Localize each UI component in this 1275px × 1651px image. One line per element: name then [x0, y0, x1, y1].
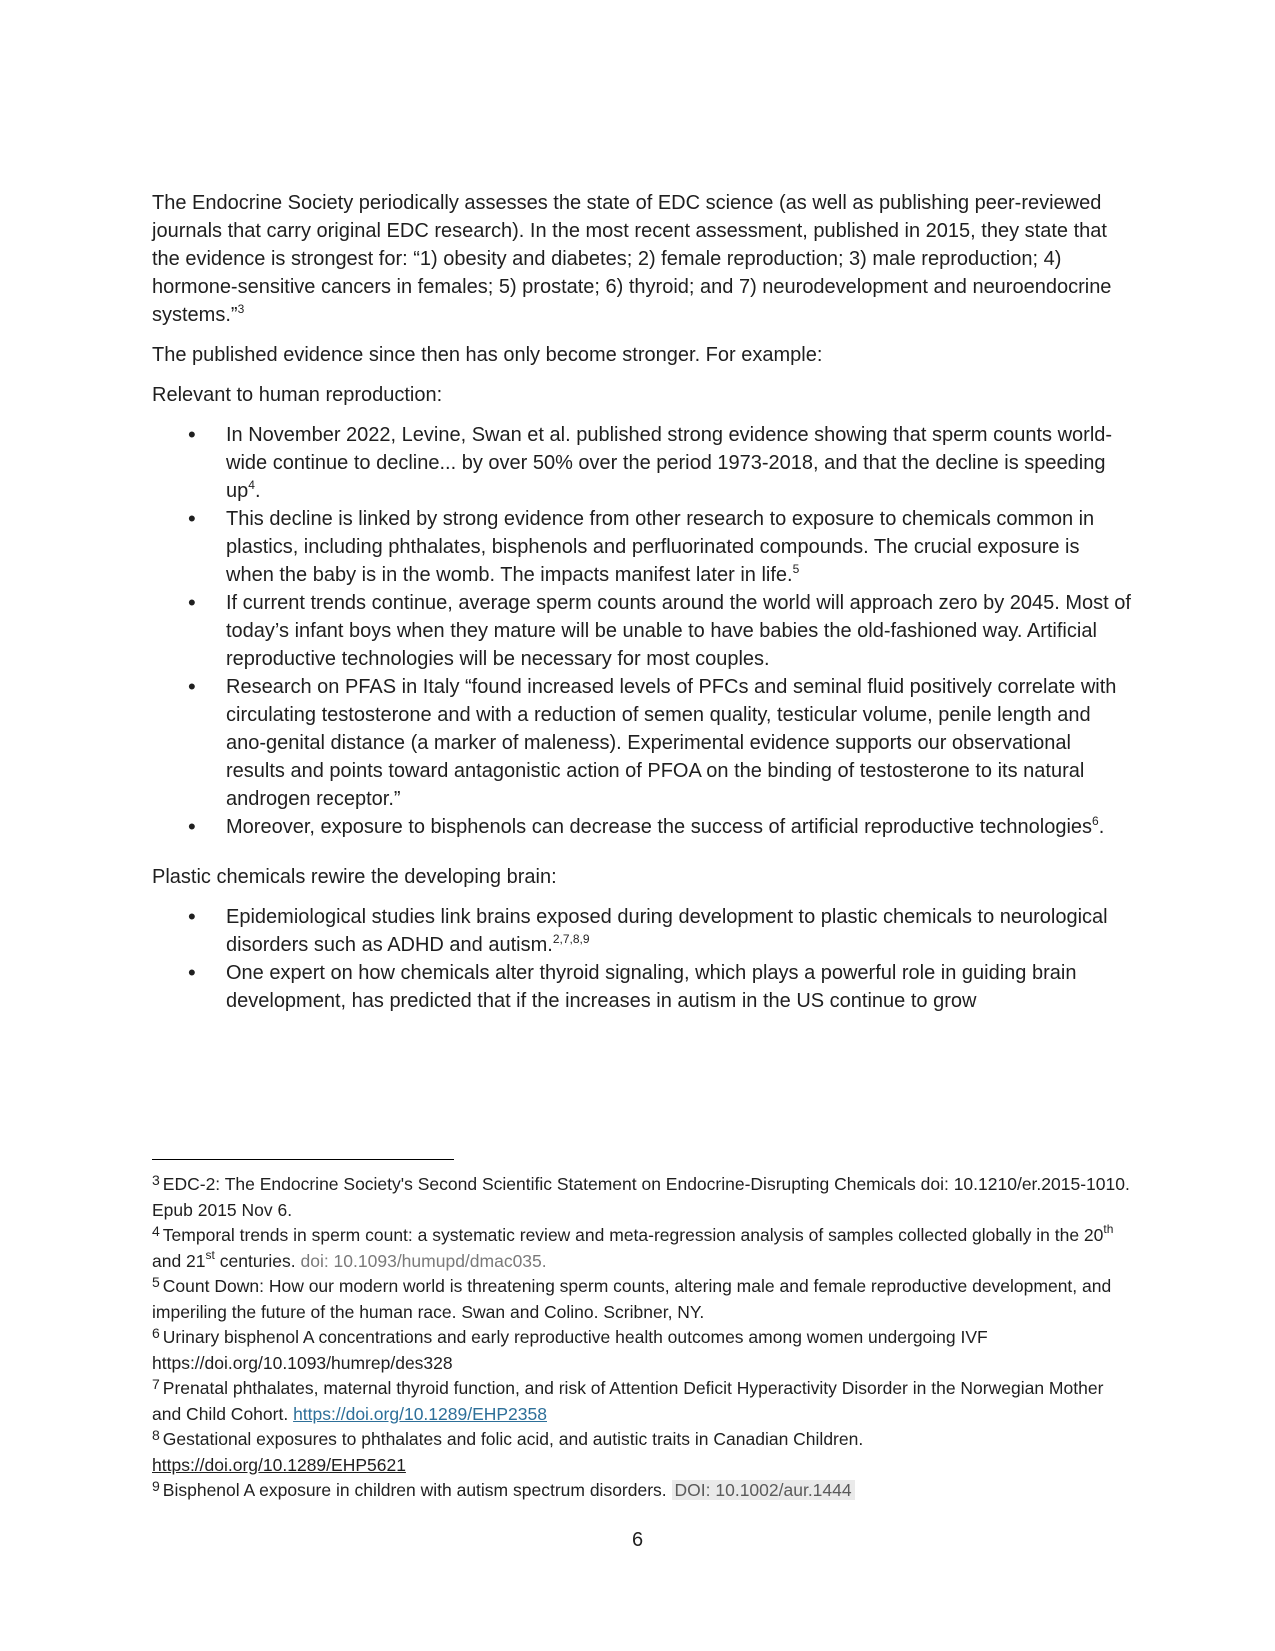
- doi-link[interactable]: https://doi.org/10.1289/EHP5621: [152, 1454, 406, 1475]
- list-item: • Moreover, exposure to bisphenols can decrease the success of artificial reproductive technologies$^6$.: [152, 813, 1132, 841]
- list-item: • Research on PFAS in Italy “found increased levels of PFCs and seminal fluid positively correlate with circulating testosterone and with a reduction of semen quality, testicular volume, penile length and ano-genital distance (a marker of maleness). Experimental evidence supports our observational results and points toward antagonistic action of PFOA on the binding of testosterone to its natural androgen receptor.”: [152, 673, 1132, 813]
- list-item: • One expert on how chemicals alter thyroid signaling, which plays a powerful role in guiding brain development, has predicted that if the increases in autism in the US continue to grow: [152, 959, 1132, 1015]
- body-text: [152, 189, 1132, 1037]
- footnotes: [152, 1172, 1132, 1504]
- heading-human-reproduction: Relevant to human reproduction:: [152, 384, 443, 406]
- footnote-ref-4[interactable]: 4: [248, 478, 255, 492]
- footnote-9: $^9$ Bisphenol A exposure in children with autism spectrum disorders. DOI: 10.1002/aur.1444: [152, 1478, 1132, 1504]
- footnote-6: $^6$ Urinary bisphenol A concentrations and early reproductive health outcomes among women undergoing IVF https://doi.org/10.1093/humrep/des328: [152, 1325, 988, 1373]
- footnote-8: $^8$ Gestational exposures to phthalates and folic acid, and autistic traits in Canadian Children. https://doi.org/10.1289/EHP5621: [152, 1427, 864, 1475]
- list-item: • If current trends continue, average sperm counts around the world will approach zero by 2045. Most of today’s infant boys when they mature will be unable to have babies the old-fashioned way. Artificial reproductive technologies will be necessary for most couples.: [152, 589, 1132, 673]
- footnote-5: $^5$ Count Down: How our modern world is threatening sperm counts, altering male and female reproductive development, and imperiling the future of the human race. Swan and Colino. Scribner, NY.: [152, 1274, 1112, 1322]
- footnote-separator: [152, 1159, 454, 1160]
- footnote-ref-multi[interactable]: 2,7,8,9: [552, 932, 590, 946]
- brain-list: [152, 903, 1132, 1015]
- paragraph-evidence-stronger: The published evidence since then has only become stronger. For example:: [152, 344, 823, 366]
- footnote-ref-3[interactable]: 3: [237, 302, 245, 316]
- footnote-7: $^7$ Prenatal phthalates, maternal thyroid function, and risk of Attention Deficit Hyperactivity Disorder in the Norwegian Mother and Child Cohort. https://doi.org/10.1289/EHP2358: [152, 1376, 1104, 1424]
- list-item: • In November 2022, Levine, Swan et al. published strong evidence showing that sperm counts world-wide continue to decline... by over 50% over the period 1973-2018, and that the decline is speeding $up^4$.: [152, 421, 1132, 505]
- list-item: • This decline is linked by strong evidence from other research to exposure to chemicals common in plastics, including phthalates, bisphenols and perfluorinated compounds. The crucial exposure is when the baby is in the womb. The impacts manifest later in life.$^5$: [152, 505, 1132, 589]
- list-item: • Epidemiological studies link brains exposed during development to plastic chemicals to neurological disorders such as ADHD and autism.$^{2,7,8,9}$: [152, 903, 1132, 959]
- doi-url: https://doi.org/10.1093/humrep/des328: [152, 1352, 453, 1373]
- doi-text: doi: 10.1093/humupd/dmac035.: [300, 1250, 547, 1271]
- heading-developing-brain: Plastic chemicals rewire the developing brain:: [152, 866, 557, 888]
- reproduction-list: [152, 421, 1132, 841]
- footnote-3: $^3$ EDC-2: The Endocrine Society's Second Scientific Statement on Endocrine-Disrupting Chemicals doi: 10.1210/er.2015-1010. Epub 2015 Nov 6.: [152, 1172, 1130, 1220]
- page-number: 6: [631, 1529, 644, 1551]
- footnote-ref-5[interactable]: 5: [792, 562, 800, 576]
- doi-link[interactable]: https://doi.org/10.1289/EHP2358: [293, 1403, 547, 1424]
- footnote-ref-6[interactable]: 6: [1092, 814, 1099, 828]
- doi-highlight: DOI: 10.1002/aur.1444: [672, 1480, 855, 1500]
- paragraph-endocrine-society: The Endocrine Society periodically assesses the state of EDC science (as well as publishing peer-reviewed journals that carry original EDC research). In the most recent assessment, published in 2015, they state that the evidence is strongest for: “1) obesity and diabetes; 2) female reproduction; 3) male reproduction; 4) hormone-sensitive cancers in females; 5) prostate; 6) thyroid; and 7) neurodevelopment and neuroendocrine systems.”$^3$: [152, 192, 1112, 326]
- footnote-4: $^4$ Temporal trends in sperm count: a systematic review and meta-regression analysis of samples collected globally in the 20th and 21st centuries. doi: 10.1093/humupd/dmac035.: [152, 1222, 1114, 1271]
